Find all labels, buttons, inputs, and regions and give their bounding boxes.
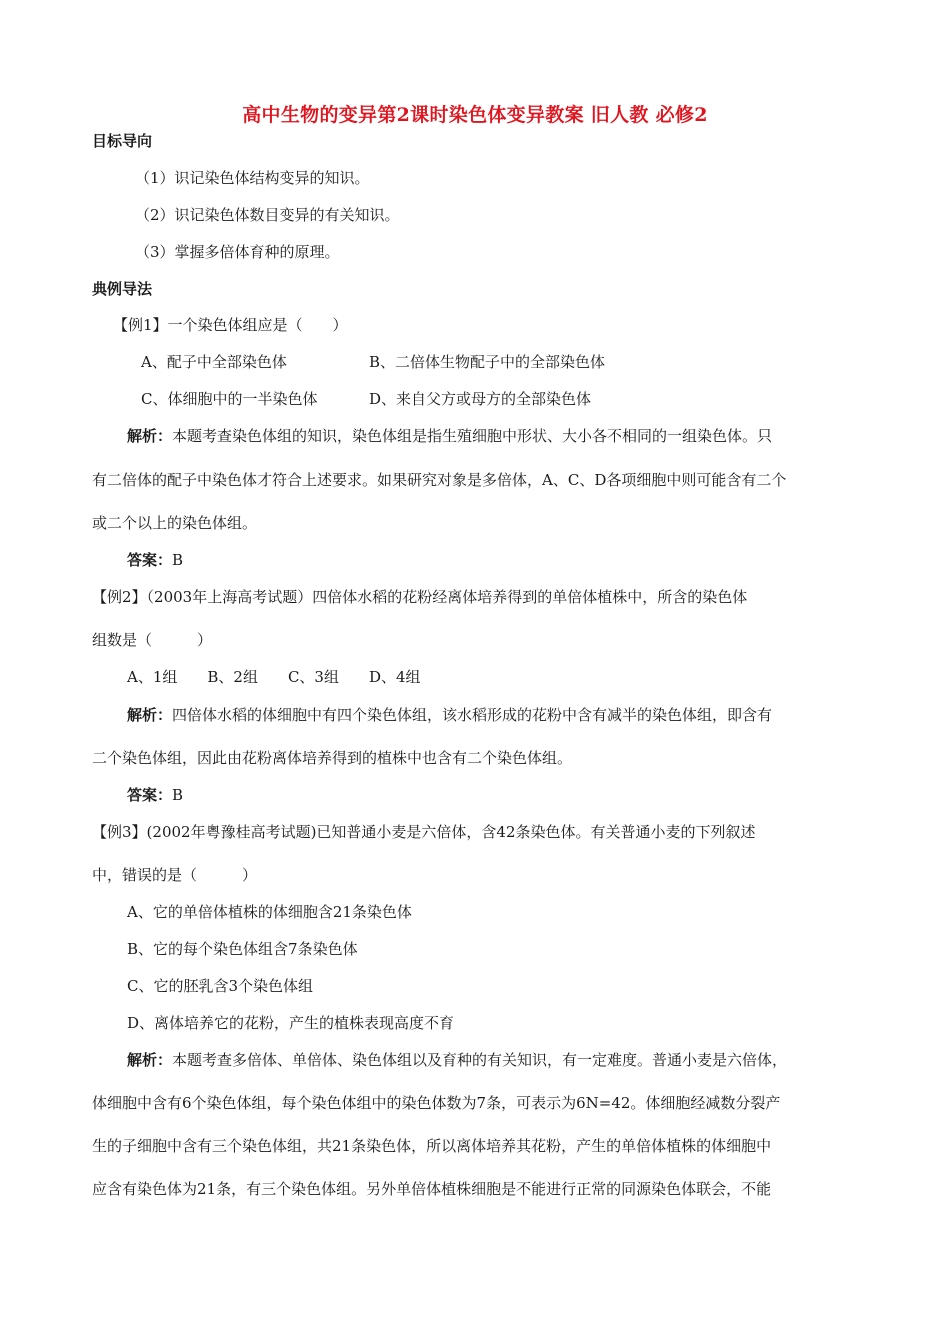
- ex3-option-c: C、它的胚乳含3个染色体组: [127, 977, 314, 995]
- ex1-option-d: D、来自父方或母方的全部染色体: [369, 390, 592, 408]
- ex2-answer: [127, 785, 183, 805]
- ex1-answer-label: 答案：: [127, 551, 173, 569]
- ex2-analysis-line-2: 二个染色体组，因此由花粉离体培养得到的植株中也含有二个染色体组。: [92, 749, 573, 767]
- ex3-analysis-text-1: 本题考查多倍体、单倍体、染色体组以及育种的有关知识，有一定难度。普通小麦是六倍体，: [172, 1051, 788, 1069]
- ex3-question-line-2: 中，错误的是（ ）: [92, 866, 258, 884]
- ex2-analysis-label: 解析：: [127, 706, 173, 724]
- ex1-question: 【例1】一个染色体组应是（ ）: [113, 316, 348, 334]
- goal-item-2: （2）识记染色体数目变异的有关知识。: [135, 206, 400, 224]
- ex2-options: A、1组 B、2组 C、3组 D、4组: [127, 668, 421, 686]
- ex2-question-line-2: 组数是（ ）: [92, 631, 213, 649]
- ex3-analysis-line-4: 应含有染色体为21条，有三个染色体组。另外单倍体植株细胞是不能进行正常的同源染色体联会，不能: [92, 1180, 772, 1198]
- ex2-analysis-text-1: 四倍体水稻的体细胞中有四个染色体组，该水稻形成的花粉中含有减半的染色体组，即含有: [172, 706, 773, 724]
- ex1-option-b: B、二倍体生物配子中的全部染色体: [369, 353, 606, 371]
- ex3-analysis-line-3: 生的子细胞中含有三个染色体组，共21条染色体，所以离体培养其花粉，产生的单倍体植株的体细胞中: [92, 1137, 772, 1155]
- ex2-analysis-line-1: [127, 705, 772, 725]
- ex1-analysis-line-1: [127, 426, 772, 446]
- ex3-analysis-label: 解析：: [127, 1051, 173, 1069]
- goal-item-3: （3）掌握多倍体育种的原理。: [135, 243, 340, 261]
- goals-heading: 目标导向: [92, 132, 153, 150]
- ex1-option-c: C、体细胞中的一半染色体: [141, 390, 318, 408]
- document-title: 高中生物的变异第2课时染色体变异教案 旧人教 必修2: [242, 104, 708, 126]
- ex3-option-d: D、离体培养它的花粉，产生的植株表现高度不育: [127, 1014, 455, 1032]
- ex1-answer: [127, 550, 183, 570]
- ex3-question-line-1: 【例3】(2002年粤豫桂高考试题)已知普通小麦是六倍体，含42条染色体。有关普通小麦的下列叙述: [92, 823, 756, 841]
- ex3-analysis-line-1: [127, 1050, 787, 1070]
- ex1-analysis-text-1: 本题考查染色体组的知识，染色体组是指生殖细胞中形状、大小各不相同的一组染色体。只: [172, 427, 773, 445]
- examples-heading: 典例导法: [92, 280, 153, 298]
- ex3-option-a: A、它的单倍体植株的体细胞含21条染色体: [127, 903, 412, 921]
- ex3-analysis-line-2: 体细胞中含有6个染色体组，每个染色体组中的染色体数为7条，可表示为6N=42。体细胞经减数分裂产: [92, 1094, 781, 1112]
- goal-item-1: （1）识记染色体结构变异的知识。: [135, 169, 370, 187]
- ex1-answer-value: B: [172, 551, 184, 569]
- ex1-option-a: A、配子中全部染色体: [141, 353, 287, 371]
- ex1-analysis-label: 解析：: [127, 427, 173, 445]
- ex1-analysis-line-2: 有二倍体的配子中染色体才符合上述要求。如果研究对象是多倍体，A、C、D各项细胞中则可能含有二个: [92, 471, 787, 489]
- ex2-question-line-1: 【例2】（2003年上海高考试题）四倍体水稻的花粉经离体培养得到的单倍体植株中，所含的染色体: [92, 588, 748, 606]
- ex3-option-b: B、它的每个染色体组含7条染色体: [127, 940, 358, 958]
- ex1-analysis-line-3: 或二个以上的染色体组。: [92, 514, 258, 532]
- ex2-answer-value: B: [172, 786, 184, 804]
- ex2-answer-label: 答案：: [127, 786, 173, 804]
